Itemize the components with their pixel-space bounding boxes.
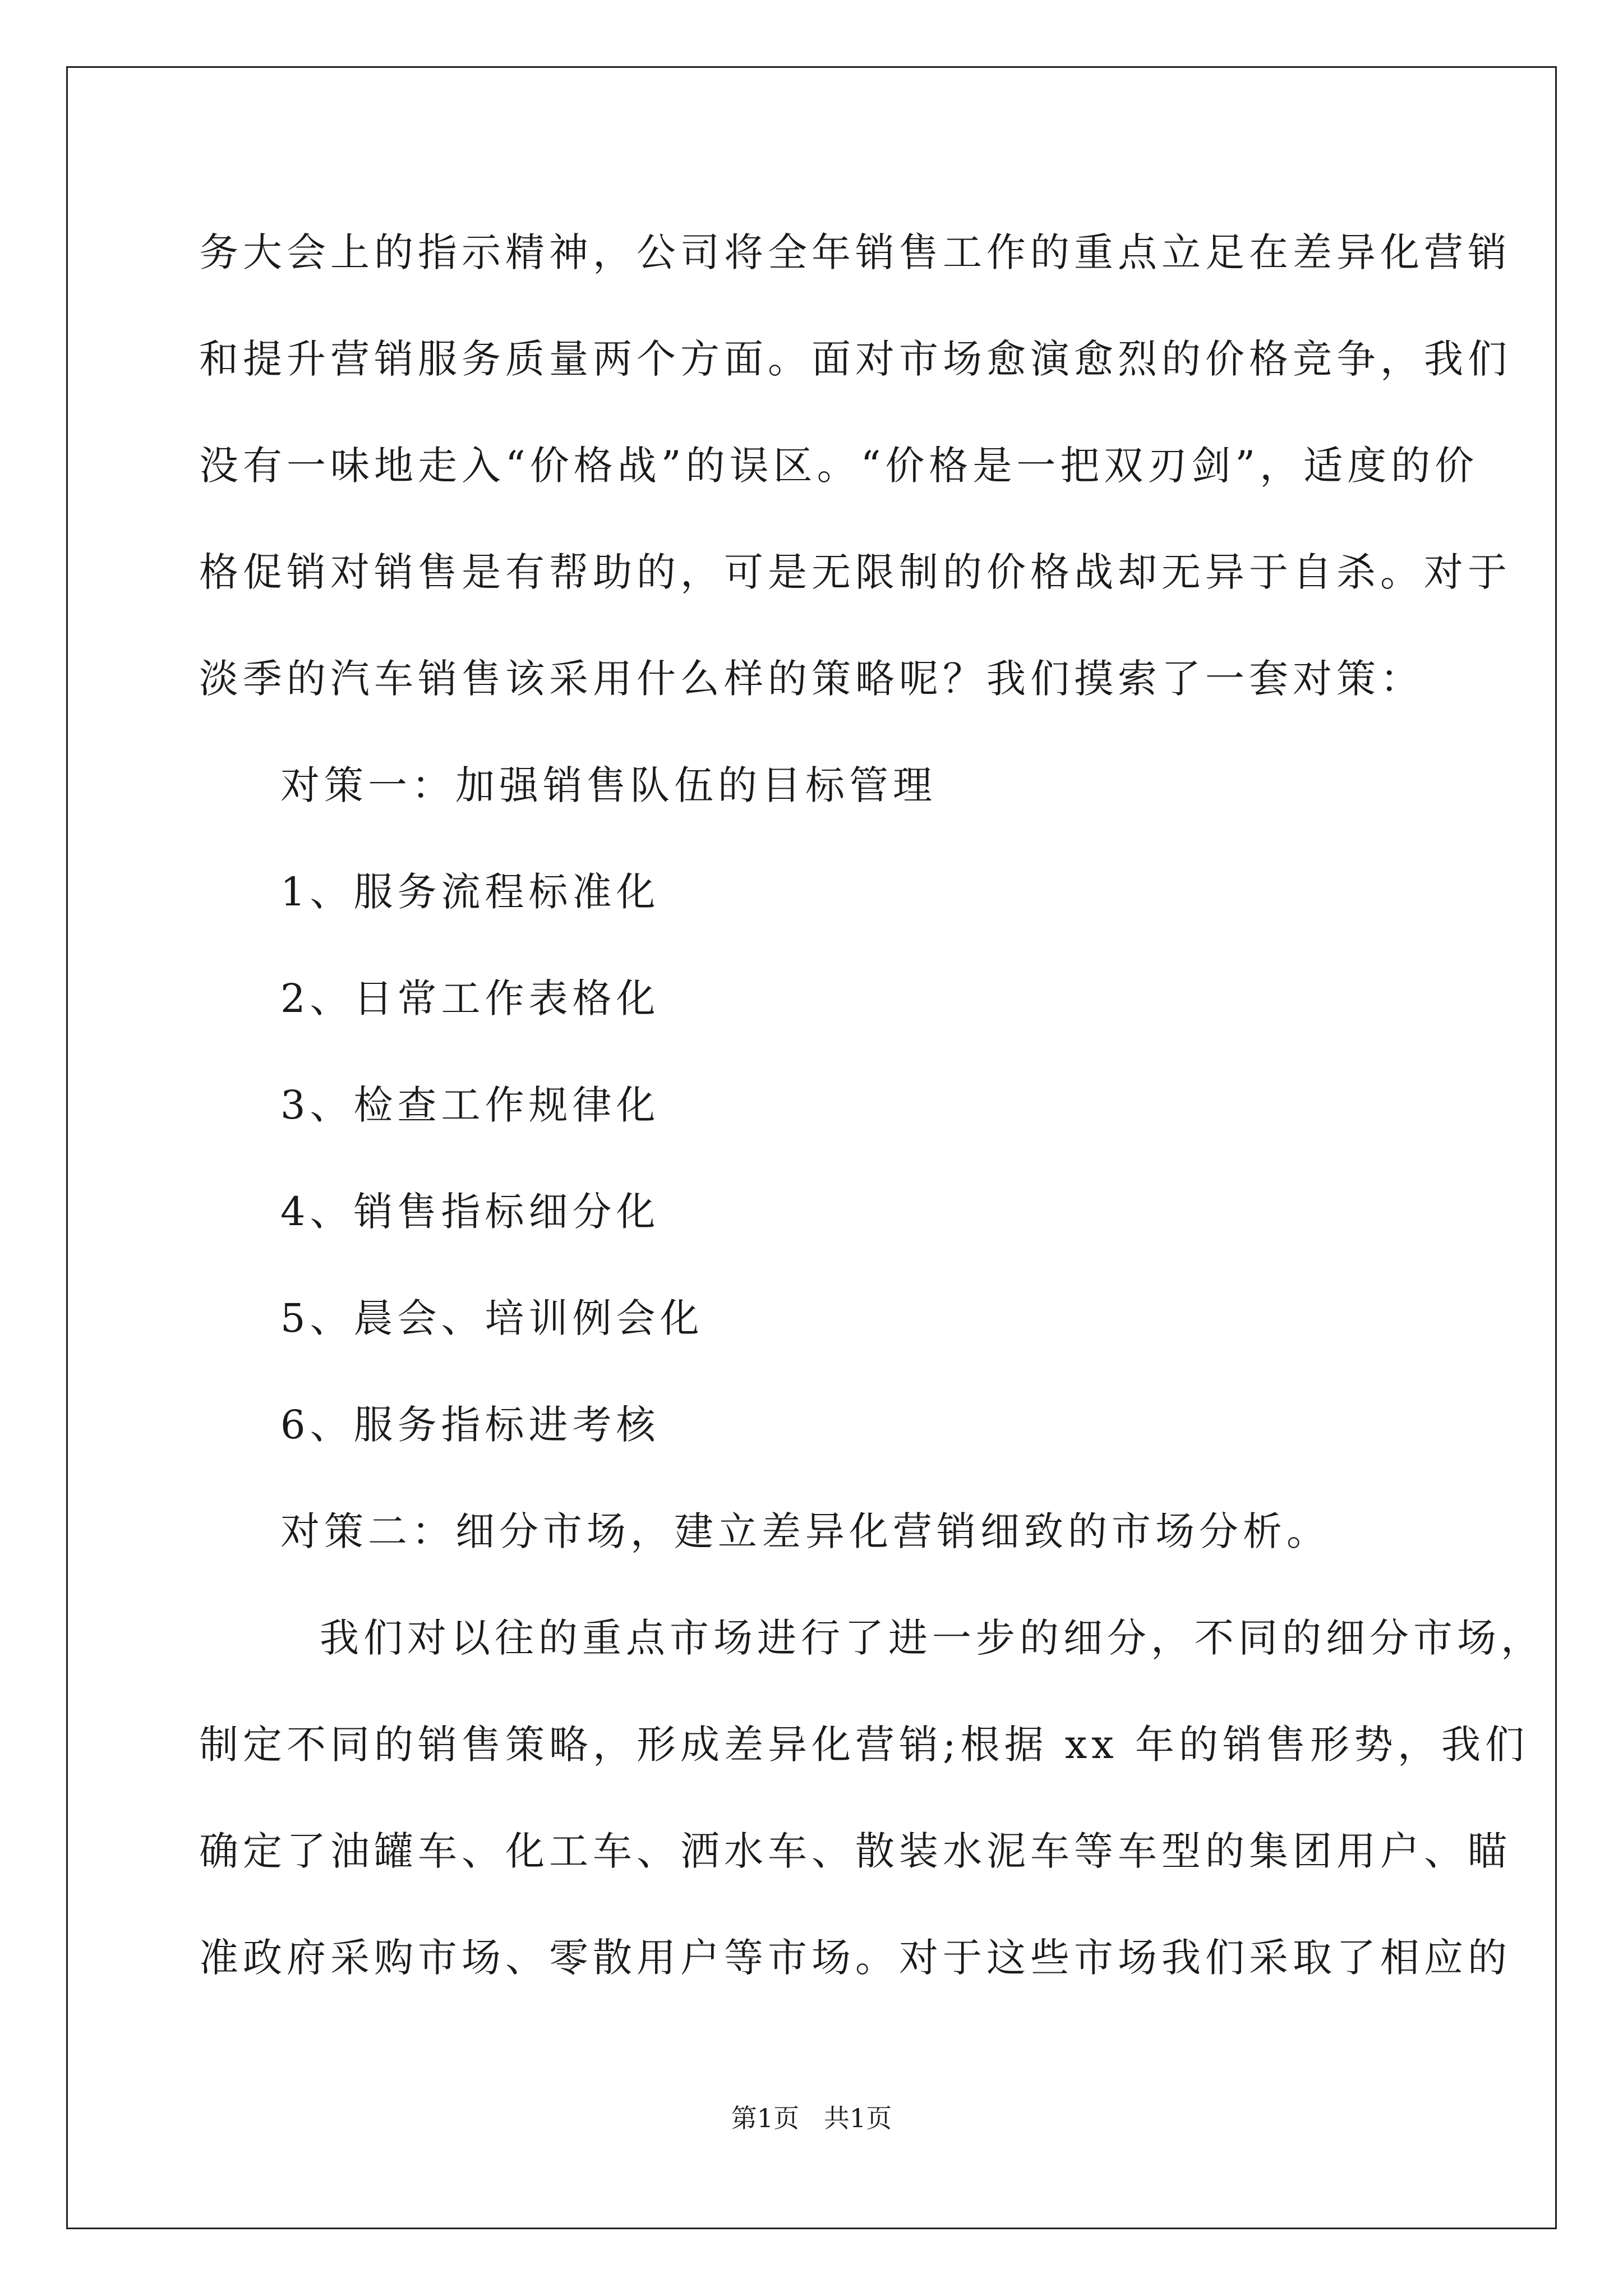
page-footer: 第1页 共1页	[731, 2103, 892, 2133]
strategy-heading: 对策一：加强销售队伍的目标管理	[280, 762, 937, 808]
body-line: 格促销对销售是有帮助的，可是无限制的价格战却无异于自杀。对于	[199, 549, 1511, 595]
list-item: 4、销售指标细分化	[280, 1189, 660, 1235]
body-line: 没有一味地走入“价格战”的误区。“价格是一把双刃剑”，适度的价	[199, 443, 1479, 489]
document-body	[199, 216, 1544, 2028]
body-line: 制定不同的销售策略，形成差异化营销;根据 xx 年的销售形势，我们	[199, 1722, 1529, 1768]
list-item: 2、日常工作表格化	[280, 976, 660, 1022]
body-line: 务大会上的指示精神，公司将全年销售工作的重点立足在差异化营销	[199, 229, 1511, 275]
body-line: 和提升营销服务质量两个方面。面对市场愈演愈烈的价格竞争，我们	[199, 336, 1511, 382]
list-item: 3、检查工作规律化	[280, 1082, 660, 1128]
body-line: 淡季的汽车销售该采用什么样的策略呢？我们摸索了一套对策：	[199, 656, 1424, 702]
list-item: 1、服务流程标准化	[280, 869, 660, 915]
list-item: 5、晨会、培训例会化	[280, 1295, 704, 1341]
strategy-heading: 对策二：细分市场，建立差异化营销细致的市场分析。	[280, 1508, 1330, 1554]
body-line: 确定了油罐车、化工车、洒水车、散装水泥车等车型的集团用户、瞄	[199, 1828, 1511, 1874]
body-line: 准政府采购市场、零散用户等市场。对于这些市场我们采取了相应的	[199, 1935, 1511, 1981]
body-line: 我们对以往的重点市场进行了进一步的细分，不同的细分市场，	[320, 1615, 1544, 1661]
list-item: 6、服务指标进考核	[280, 1402, 660, 1448]
